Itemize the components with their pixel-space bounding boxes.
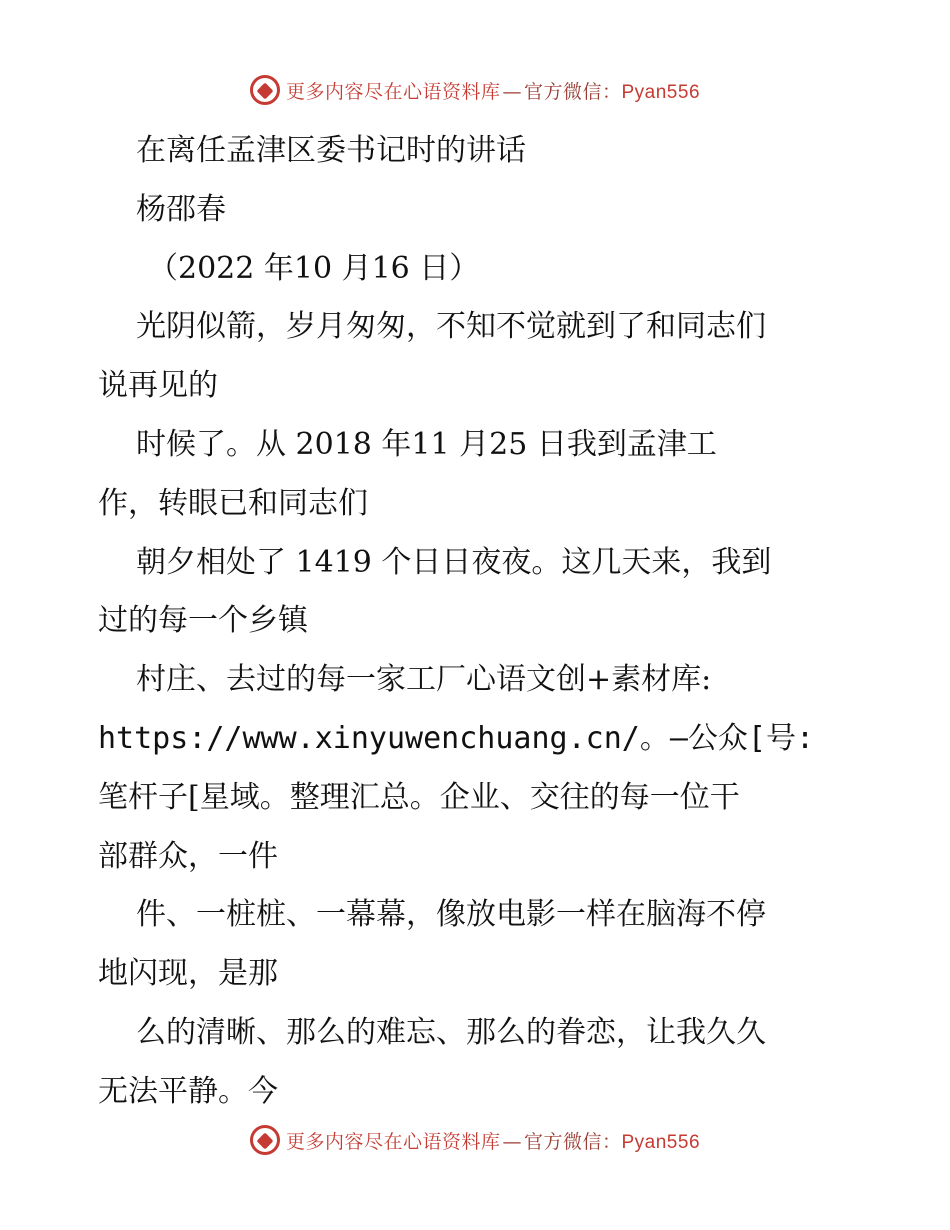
paragraph-line: 作，转眼已和同志们 <box>98 485 368 521</box>
footer-banner <box>0 1120 950 1160</box>
banner-brand: 更多内容尽在心语资料库 <box>285 1130 501 1153</box>
header-banner <box>0 70 950 110</box>
banner-wechat-label: 官方微信： <box>523 1130 622 1153</box>
banner-wechat-id: Pyan556 <box>621 81 701 103</box>
paragraph-line: 村庄、去过的每一家工厂心语文创+素材库: <box>136 662 712 698</box>
banner-brand: 更多内容尽在心语资料库 <box>285 80 501 103</box>
banner-wechat-id: Pyan556 <box>621 1131 701 1153</box>
paragraph-line: 说再见的 <box>98 368 218 404</box>
paragraph-line: 部群众，一件 <box>98 838 278 874</box>
paragraph-line: 笔杆子[星域。整理汇总。企业、交往的每一位干 <box>98 779 740 815</box>
paragraph-line: 朝夕相处了 1419 个日日夜夜。这几天来，我到 <box>136 544 772 580</box>
pen-logo-icon <box>250 75 280 105</box>
footer-banner-text <box>286 1127 700 1154</box>
paragraph-line: 时候了。从 2018 年11 月25 日我到孟津工 <box>136 426 717 462</box>
document-body <box>98 122 858 1122</box>
paragraph-line: 过的每一个乡镇 <box>98 603 308 639</box>
document-date: （2022 年10 月16 日） <box>148 250 480 286</box>
banner-dash: — <box>502 80 522 103</box>
paragraph-line: 地闪现，是那 <box>98 956 278 992</box>
paragraph-line: 光阴似箭，岁月匆匆，不知不觉就到了和同志们 <box>136 309 766 345</box>
document-title: 在离任孟津区委书记时的讲话 <box>136 133 526 168</box>
paragraph-line: 么的清晰、那么的难忘、那么的眷恋，让我久久 <box>136 1014 766 1050</box>
paragraph-line: 无法平静。今 <box>98 1073 278 1109</box>
paragraph-line: 件、一桩桩、一幕幕，像放电影一样在脑海不停 <box>136 897 766 933</box>
banner-dash: — <box>502 1130 522 1153</box>
document-author: 杨邵春 <box>136 191 226 227</box>
paragraph-line-url: https://www.xinyuwenchuang.cn/。—公众[号: <box>98 720 815 756</box>
pen-logo-icon <box>250 1125 280 1155</box>
banner-wechat-label: 官方微信： <box>523 80 622 103</box>
header-banner-text <box>286 77 700 104</box>
